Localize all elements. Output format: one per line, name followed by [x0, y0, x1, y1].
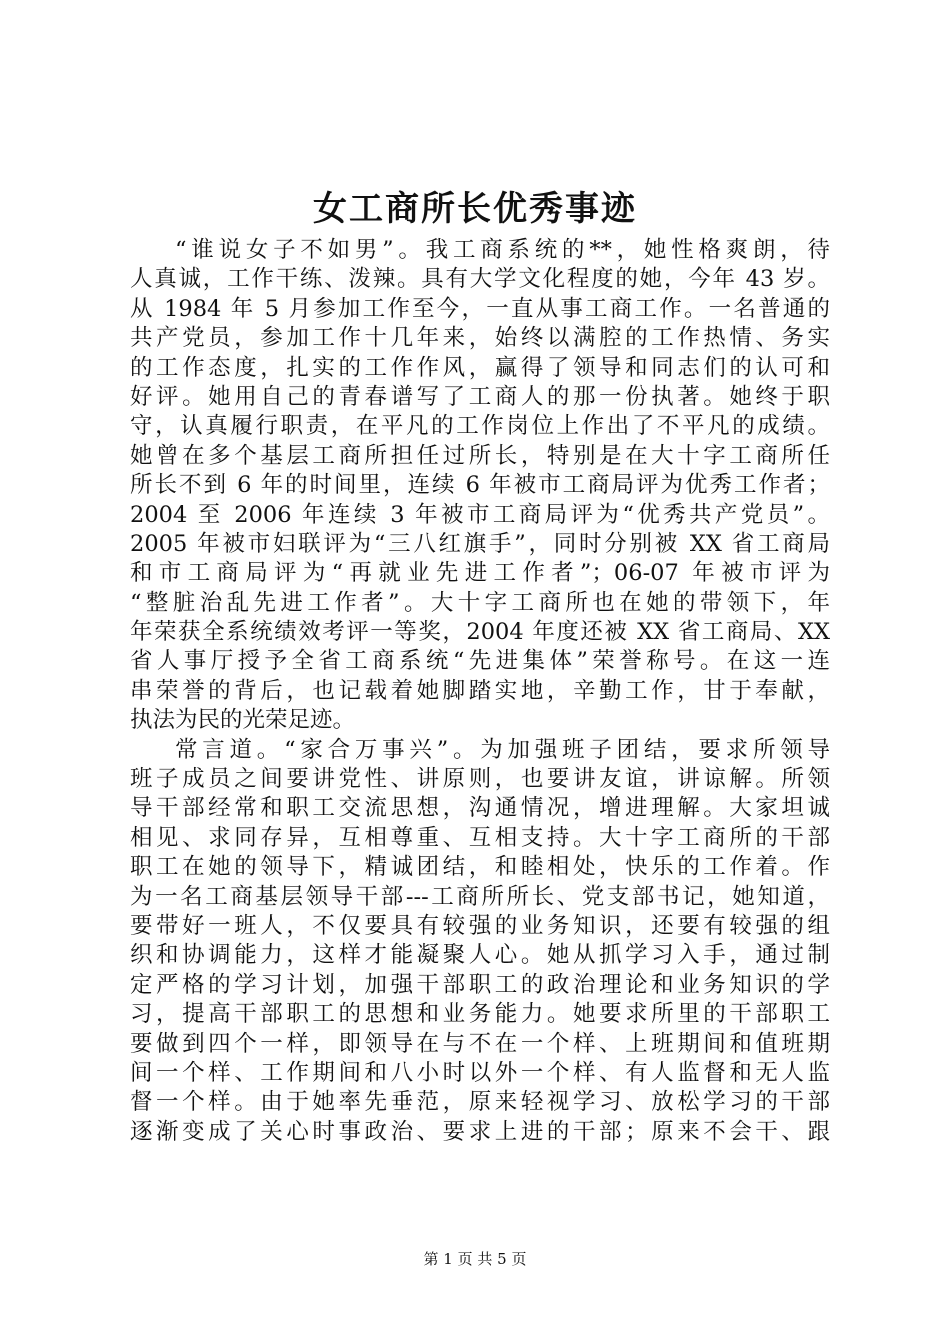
text-line: 省人事厅授予全省工商系统“先进集体”荣誉称号。在这一连: [130, 648, 830, 675]
text-line: 织和协调能力，这样才能凝聚人心。她从抓学习入手，通过制: [130, 942, 830, 969]
paragraph-2: [130, 736, 830, 1147]
document-title: 女工商所长优秀事迹: [313, 189, 637, 229]
text-line: 间一个样、工作期间和八小时以外一个样、有人监督和无人监: [130, 1059, 830, 1086]
text-line: 执法为民的光荣足迹。: [130, 707, 356, 734]
text-line: 督一个样。由于她率先垂范，原来轻视学习、放松学习的干部: [130, 1089, 830, 1116]
text-line: 为一名工商基层领导干部---工商所所长、党支部书记，她知道，: [130, 883, 830, 910]
text-line: 2004 至 2006 年连续 3 年被市工商局评为“优秀共产党员”。: [130, 501, 830, 528]
document-body: [130, 236, 830, 1147]
page-number-footer: 第 1 页 共 5 页: [423, 1250, 527, 1268]
text-line: 守，认真履行职责，在平凡的工作岗位上作出了不平凡的成绩。: [130, 413, 830, 440]
text-line: 常言道。“家合万事兴”。为加强班子团结，要求所领导: [175, 736, 830, 763]
text-line: 逐渐变成了关心时事政治、要求上进的干部；原来不会干、跟: [130, 1118, 830, 1145]
text-line: 班子成员之间要讲党性、讲原则，也要讲友谊，讲谅解。所领: [130, 766, 830, 793]
text-line: 好评。她用自己的青春谱写了工商人的那一份执著。她终于职: [130, 383, 830, 410]
text-line: 年荣获全系统绩效考评一等奖，2004 年度还被 XX 省工商局、XX: [130, 619, 830, 646]
text-line: 人真诚，工作干练、泼辣。具有大学文化程度的她，今年 43 岁。: [130, 266, 830, 293]
text-line: 要带好一班人，不仅要具有较强的业务知识，还要有较强的组: [130, 912, 830, 939]
paragraph-1: [130, 236, 830, 736]
text-line: 的工作态度，扎实的工作作风，赢得了领导和同志们的认可和: [130, 354, 830, 381]
text-line: 共产党员，参加工作十几年来，始终以满腔的工作热情、务实: [130, 325, 830, 352]
text-line: 她曾在多个基层工商所担任过所长，特别是在大十字工商所任: [130, 442, 830, 469]
text-line: 定严格的学习计划，加强干部职工的政治理论和业务知识的学: [130, 971, 830, 998]
text-line: 要做到四个一样，即领导在与不在一个样、上班期间和值班期: [130, 1030, 830, 1057]
text-line: 所长不到 6 年的时间里，连续 6 年被市工商局评为优秀工作者；: [130, 472, 830, 499]
text-line: 导干部经常和职工交流思想，沟通情况，增进理解。大家坦诚: [130, 795, 830, 822]
text-line: 串荣誉的背后，也记载着她脚踏实地，辛勤工作，甘于奉献，: [130, 677, 830, 704]
text-line: 相见、求同存异，互相尊重、互相支持。大十字工商所的干部: [130, 824, 830, 851]
text-line: 职工在她的领导下，精诚团结，和睦相处，快乐的工作着。作: [130, 854, 830, 881]
text-line: “谁说女子不如男”。我工商系统的**，她性格爽朗，待: [175, 237, 830, 263]
text-line: 和市工商局评为“再就业先进工作者”；06-07 年被市评为: [130, 560, 830, 587]
text-line: “整脏治乱先进工作者”。大十字工商所也在她的带领下，年: [130, 589, 830, 616]
text-line: 2005 年被市妇联评为“三八红旗手”，同时分别被 XX 省工商局: [130, 530, 830, 557]
text-line: 从 1984 年 5 月参加工作至今，一直从事工商工作。一名普通的: [130, 295, 830, 322]
text-line: 习，提高干部职工的思想和业务能力。她要求所里的干部职工: [130, 1001, 830, 1028]
